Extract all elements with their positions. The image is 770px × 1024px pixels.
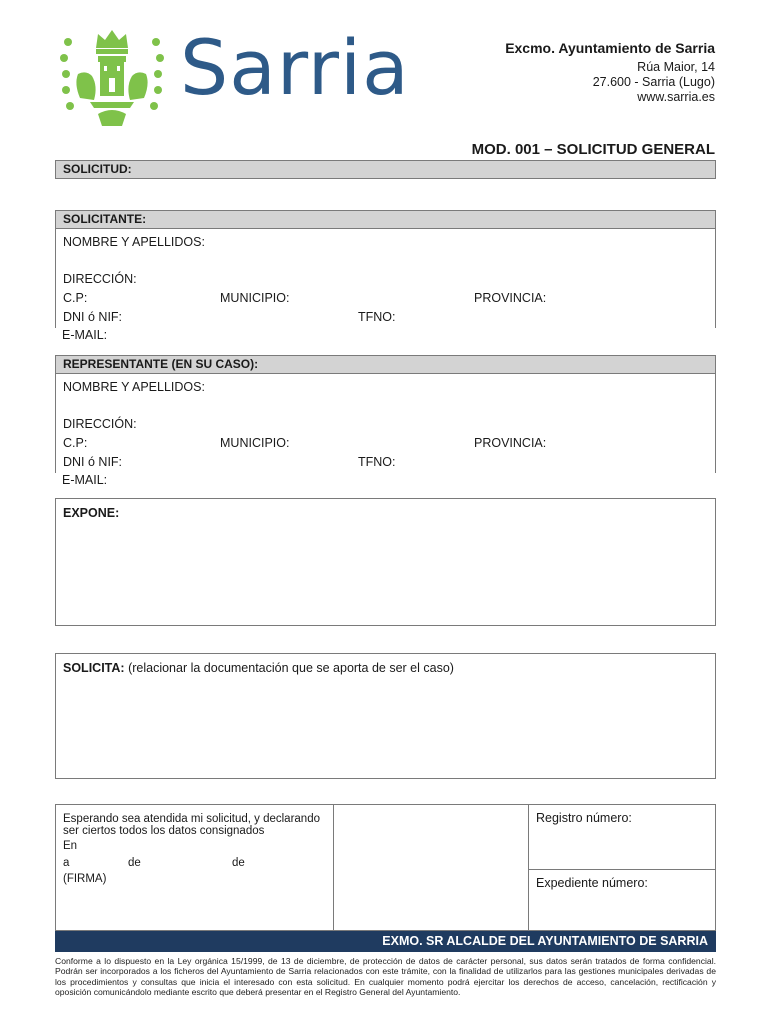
expediente-numero-field[interactable]: Expediente número: [536, 876, 648, 890]
solicitante-section-header [55, 210, 716, 229]
declaration-line2: ser ciertos todos los datos consignados [63, 825, 265, 837]
representante-provincia-field[interactable]: PROVINCIA: [474, 436, 547, 450]
solicitante-section [55, 228, 716, 328]
sarria-wordmark: Sarria [180, 23, 410, 112]
solicitud-field[interactable] [55, 160, 716, 179]
solicita-heading [63, 662, 454, 675]
solicita-note: (relacionar la documentación que se aporta de ser el caso) [128, 661, 454, 675]
expone-textarea[interactable] [55, 498, 716, 626]
place-field[interactable]: En [63, 840, 78, 852]
sarria-coat-of-arms-logo [60, 26, 165, 132]
solicitante-cp-field[interactable]: C.P: [63, 291, 88, 305]
representante-section-header [55, 355, 716, 374]
representante-nombre-field[interactable]: NOMBRE Y APELLIDOS: [63, 380, 205, 394]
organization-title: Excmo. Ayuntamiento de Sarria [505, 40, 715, 56]
expone-label: EXPONE: [63, 506, 120, 520]
solicitante-nombre-field[interactable]: NOMBRE Y APELLIDOS: [63, 235, 205, 249]
divider [333, 805, 334, 931]
website-text: www.sarria.es [637, 90, 715, 104]
representante-direccion-field[interactable]: DIRECCIÓN: [63, 417, 137, 431]
representante-section [55, 373, 716, 473]
solicita-textarea[interactable] [55, 653, 716, 779]
divider [528, 869, 716, 870]
representante-municipio-field[interactable]: MUNICIPIO: [220, 436, 290, 450]
day-field[interactable]: a [63, 857, 70, 869]
address-city: 27.600 - Sarria (Lugo) [592, 75, 715, 89]
divider [528, 805, 529, 931]
representante-dni-field[interactable]: DNI ó NIF: [63, 455, 123, 469]
solicitante-dni-field[interactable]: DNI ó NIF: [63, 310, 123, 324]
signature-field[interactable]: (FIRMA) [63, 873, 107, 885]
solicitante-direccion-field[interactable]: DIRECCIÓN: [63, 272, 137, 286]
solicitante-municipio-field[interactable]: MUNICIPIO: [220, 291, 290, 305]
year-field[interactable]: de [232, 857, 245, 869]
solicitud-label: SOLICITUD: [63, 162, 132, 176]
form-title: MOD. 001 – SOLICITUD GENERAL [471, 141, 715, 158]
solicitante-email-field[interactable]: E-MAIL: [62, 328, 108, 342]
representante-cp-field[interactable]: C.P: [63, 436, 88, 450]
addressee-bar: EXMO. SR ALCALDE DEL AYUNTAMIENTO DE SARRIA [55, 931, 716, 952]
legal-notice: Conforme a lo dispuesto en la Ley orgánica 15/1999, de 13 de diciembre, de protección de datos de carácter personal, sus datos serán tratados de forma confidencial. Podrán ser incorporados a los ficheros del Ayuntamiento de Sarria relacionados con este trámite, con la finalidad de utilizarlos para las gestiones municipales derivadas de los procedimientos y consultas que inicia el interesado con esta solicitud. En cualquier momento podrá ejercitar los derechos de acceso, cancelación, rectificación y oposición comunicándolo mediante escrito que deberá presentar en el Registro General del Ayuntamiento. [55, 956, 716, 998]
representante-tfno-field[interactable]: TFNO: [358, 455, 396, 469]
solicitante-label: SOLICITANTE: [63, 212, 147, 226]
registro-numero-field[interactable]: Registro número: [536, 811, 632, 825]
signature-section [55, 804, 716, 931]
month-field[interactable]: de [128, 857, 141, 869]
solicitante-provincia-field[interactable]: PROVINCIA: [474, 291, 547, 305]
address-street: Rúa Maior, 14 [637, 60, 715, 74]
solicita-label: SOLICITA: [63, 661, 125, 675]
solicitante-tfno-field[interactable]: TFNO: [358, 310, 396, 324]
representante-email-field[interactable]: E-MAIL: [62, 473, 108, 487]
representante-label: REPRESENTANTE (EN SU CASO): [63, 357, 259, 371]
declaration-line1: Esperando sea atendida mi solicitud, y declarando [63, 813, 320, 825]
